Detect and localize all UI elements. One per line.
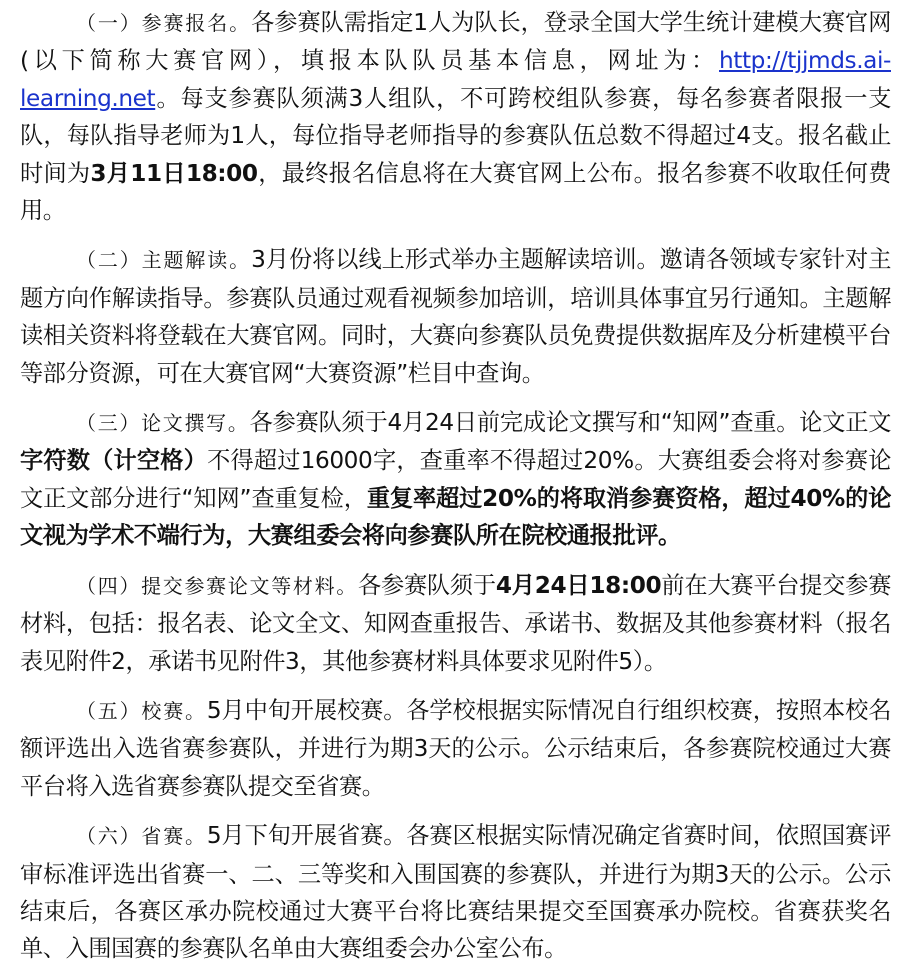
section-heading: （二）主题解读。	[76, 248, 252, 273]
section-text: 前在大赛平台提交参赛材料，包括：报名表、论文全文、知网查重报告、承诺书、数据及其他参赛材料（报名表见附件2，承诺书见附件3，其他参赛材料具体要求见附件5）。	[20, 571, 892, 675]
section-text: ，最终报名信息将在大赛官网上公布。报名参赛不收取任何费用。	[20, 159, 891, 225]
section-paper-writing	[20, 404, 891, 555]
section-text: 3月份将以线上形式举办主题解读培训。邀请各领域专家针对主题方向作解读指导。参赛队员通过观看视频参加培训，培训具体事宜另行通知。主题解读相关资料将登载在大赛官网。同时，大赛向参赛队员免费提供数据库及分析建模平台等部分资源，可在大赛官网“大赛资源”栏目中查询。	[20, 246, 891, 387]
section-heading: （一）参赛报名。	[76, 11, 252, 35]
section-heading: （四）提交参赛论文等材料。	[76, 573, 358, 598]
section-text: 各参赛队须于4月24日前完成论文撰写和“知网”查重。论文正文	[249, 409, 891, 437]
section-submission	[20, 567, 891, 680]
section-school-round	[20, 692, 891, 805]
section-text: 不得超过16000字，查重率不得超过20%。大赛组委会将对参赛论文正文部分进行“知网”查重复检，	[20, 447, 891, 512]
section-heading: （六）省赛。	[76, 824, 207, 849]
section-text: 5月下旬开展省赛。各赛区根据实际情况确定省赛时间，依照国赛评审标准评选出省赛一、二、三等奖和入围国赛的参赛队，并进行为期3天的公示。公示结束后，各赛区承办院校通过大赛平台将比赛结果提交至国赛承办院校。省赛获奖名单、入围国赛的参赛队名单由大赛组委会办公室公布。	[20, 822, 892, 963]
section-heading: （五）校赛。	[76, 698, 207, 723]
word-count-emphasis: 字符数（计空格）	[20, 447, 208, 475]
section-text: 各参赛队需指定1人为队长，登录全国大学生统计建模大赛官网(以下简称大赛官网），填报本队队员基本信息，网址为：	[20, 9, 891, 75]
section-theme-interpretation	[20, 241, 891, 392]
section-provincial-round	[20, 817, 891, 968]
deadline-emphasis: 4月24日18:00	[495, 571, 662, 599]
official-site-link[interactable]: http://tjjmds.ai-learning.net	[20, 47, 891, 112]
section-heading: （三）论文撰写。	[76, 411, 250, 436]
section-text: 各参赛队须于	[357, 571, 496, 599]
plagiarism-rule-emphasis: 重复率超过20%的将取消参赛资格，超过40%的论文视为学术不端行为，大赛组委会将向参赛队所在院校通报批评。	[20, 484, 891, 550]
section-text: 5月中旬开展校赛。各学校根据实际情况自行组织校赛，按照本校名额评选出入选省赛参赛队，并进行为期3天的公示。公示结束后，各参赛院校通过大赛平台将入选省赛参赛队提交至省赛。	[20, 696, 892, 800]
deadline-emphasis: 3月11日18:00	[90, 159, 258, 187]
section-text: 。每支参赛队须满3人组队，不可跨校组队参赛，每名参赛者限报一支队，每队指导老师为1人，每位指导老师指导的参赛队伍总数不得超过4支。报名截止时间为	[20, 84, 891, 187]
section-registration	[20, 4, 891, 229]
